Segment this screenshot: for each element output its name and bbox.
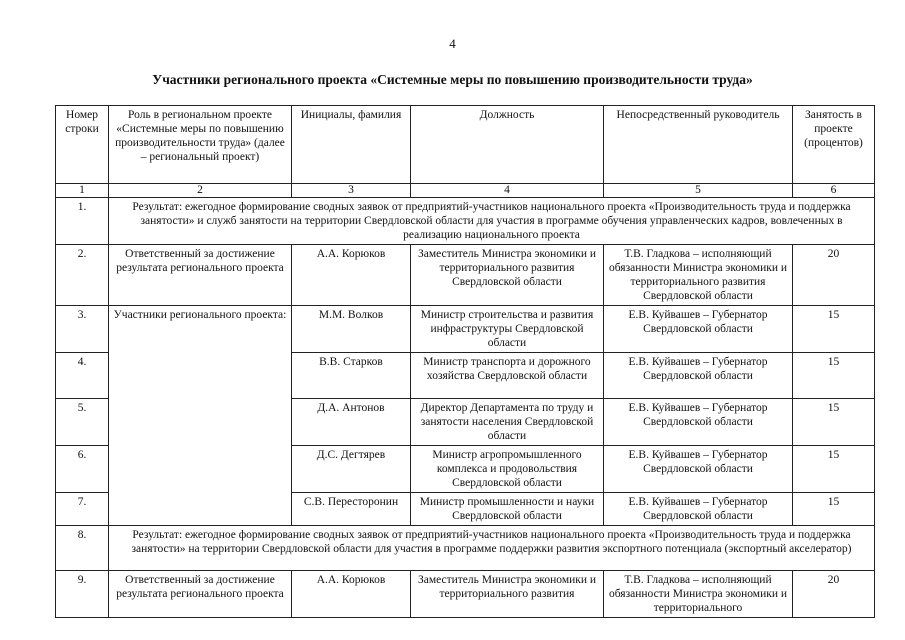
role-cell: Ответственный за достижение результата регионального проекта <box>109 245 292 306</box>
load-cell: 20 <box>793 245 875 306</box>
column-number: 3 <box>292 184 411 198</box>
manager-cell: Т.В. Гладкова – исполняющий обязанности Министра экономики и территориального <box>604 571 793 618</box>
table-row <box>56 571 875 618</box>
name-cell: В.В. Старков <box>292 353 411 399</box>
manager-cell: Е.В. Куйвашев – Губернатор Свердловской области <box>604 306 793 353</box>
position-cell: Заместитель Министра экономики и территориального развития <box>411 571 604 618</box>
row-number: 8. <box>56 526 109 571</box>
manager-cell: Е.В. Куйвашев – Губернатор Свердловской области <box>604 353 793 399</box>
column-number: 1 <box>56 184 109 198</box>
result-text: Результат: ежегодное формирование сводных заявок от предприятий-участников национального проекта «Производительность труда и поддержка занятости» и служб занятости на территории Свердловской области для участия в программе обучения управленческих кадров, вовлеченных в реализацию национального проекта <box>109 198 875 245</box>
row-number: 6. <box>56 446 109 493</box>
name-cell: А.А. Корюков <box>292 245 411 306</box>
header-load: Занятость в проекте (процентов) <box>793 106 875 184</box>
position-cell: Директор Департамента по труду и занятости населения Свердловской области <box>411 399 604 446</box>
name-cell: Д.С. Дегтярев <box>292 446 411 493</box>
manager-cell: Е.В. Куйвашев – Губернатор Свердловской области <box>604 399 793 446</box>
row-number: 5. <box>56 399 109 446</box>
position-cell: Министр строительства и развития инфраструктуры Свердловской области <box>411 306 604 353</box>
name-cell: С.В. Пересторонин <box>292 493 411 526</box>
row-number: 3. <box>56 306 109 353</box>
load-cell: 15 <box>793 306 875 353</box>
header-row-number: Номер строки <box>56 106 109 184</box>
row-number: 7. <box>56 493 109 526</box>
row-number: 1. <box>56 198 109 245</box>
table-row <box>56 245 875 306</box>
name-cell: Д.А. Антонов <box>292 399 411 446</box>
row-number: 9. <box>56 571 109 618</box>
role-cell: Ответственный за достижение результата регионального проекта <box>109 571 292 618</box>
result-text: Результат: ежегодное формирование сводных заявок от предприятий-участников национального проекта «Производительность труда и поддержка занятости» на территории Свердловской области для участия в программе поддержки развития экспортного потенциала (экспортный акселератор) <box>109 526 875 571</box>
header-position: Должность <box>411 106 604 184</box>
header-name: Инициалы, фамилия <box>292 106 411 184</box>
name-cell: М.М. Волков <box>292 306 411 353</box>
document-title: Участники регионального проекта «Системные меры по повышению производительности труда» <box>152 72 753 87</box>
position-cell: Заместитель Министра экономики и территориального развития Свердловской области <box>411 245 604 306</box>
load-cell: 15 <box>793 446 875 493</box>
table-header-row <box>56 106 875 184</box>
participants-table <box>55 105 875 618</box>
name-cell: А.А. Корюков <box>292 571 411 618</box>
row-number: 2. <box>56 245 109 306</box>
load-cell: 20 <box>793 571 875 618</box>
column-number: 4 <box>411 184 604 198</box>
manager-cell: Е.В. Куйвашев – Губернатор Свердловской области <box>604 493 793 526</box>
column-number-row <box>56 184 875 198</box>
load-cell: 15 <box>793 493 875 526</box>
load-cell: 15 <box>793 353 875 399</box>
position-cell: Министр агропромышленного комплекса и продовольствия Свердловской области <box>411 446 604 493</box>
role-cell: Участники регионального проекта: <box>109 306 292 526</box>
result-row <box>56 198 875 245</box>
manager-cell: Т.В. Гладкова – исполняющий обязанности Министра экономики и территориального развития Свердловской области <box>604 245 793 306</box>
row-number: 4. <box>56 353 109 399</box>
column-number: 5 <box>604 184 793 198</box>
header-manager: Непосредственный руководитель <box>604 106 793 184</box>
page-number: 4 <box>449 36 456 51</box>
manager-cell: Е.В. Куйвашев – Губернатор Свердловской области <box>604 446 793 493</box>
column-number: 2 <box>109 184 292 198</box>
table-row <box>56 306 875 353</box>
position-cell: Министр промышленности и науки Свердловской области <box>411 493 604 526</box>
load-cell: 15 <box>793 399 875 446</box>
column-number: 6 <box>793 184 875 198</box>
header-role: Роль в региональном проекте «Системные меры по повышению производительности труда» (далее – региональный проект) <box>109 106 292 184</box>
result-row <box>56 526 875 571</box>
position-cell: Министр транспорта и дорожного хозяйства Свердловской области <box>411 353 604 399</box>
